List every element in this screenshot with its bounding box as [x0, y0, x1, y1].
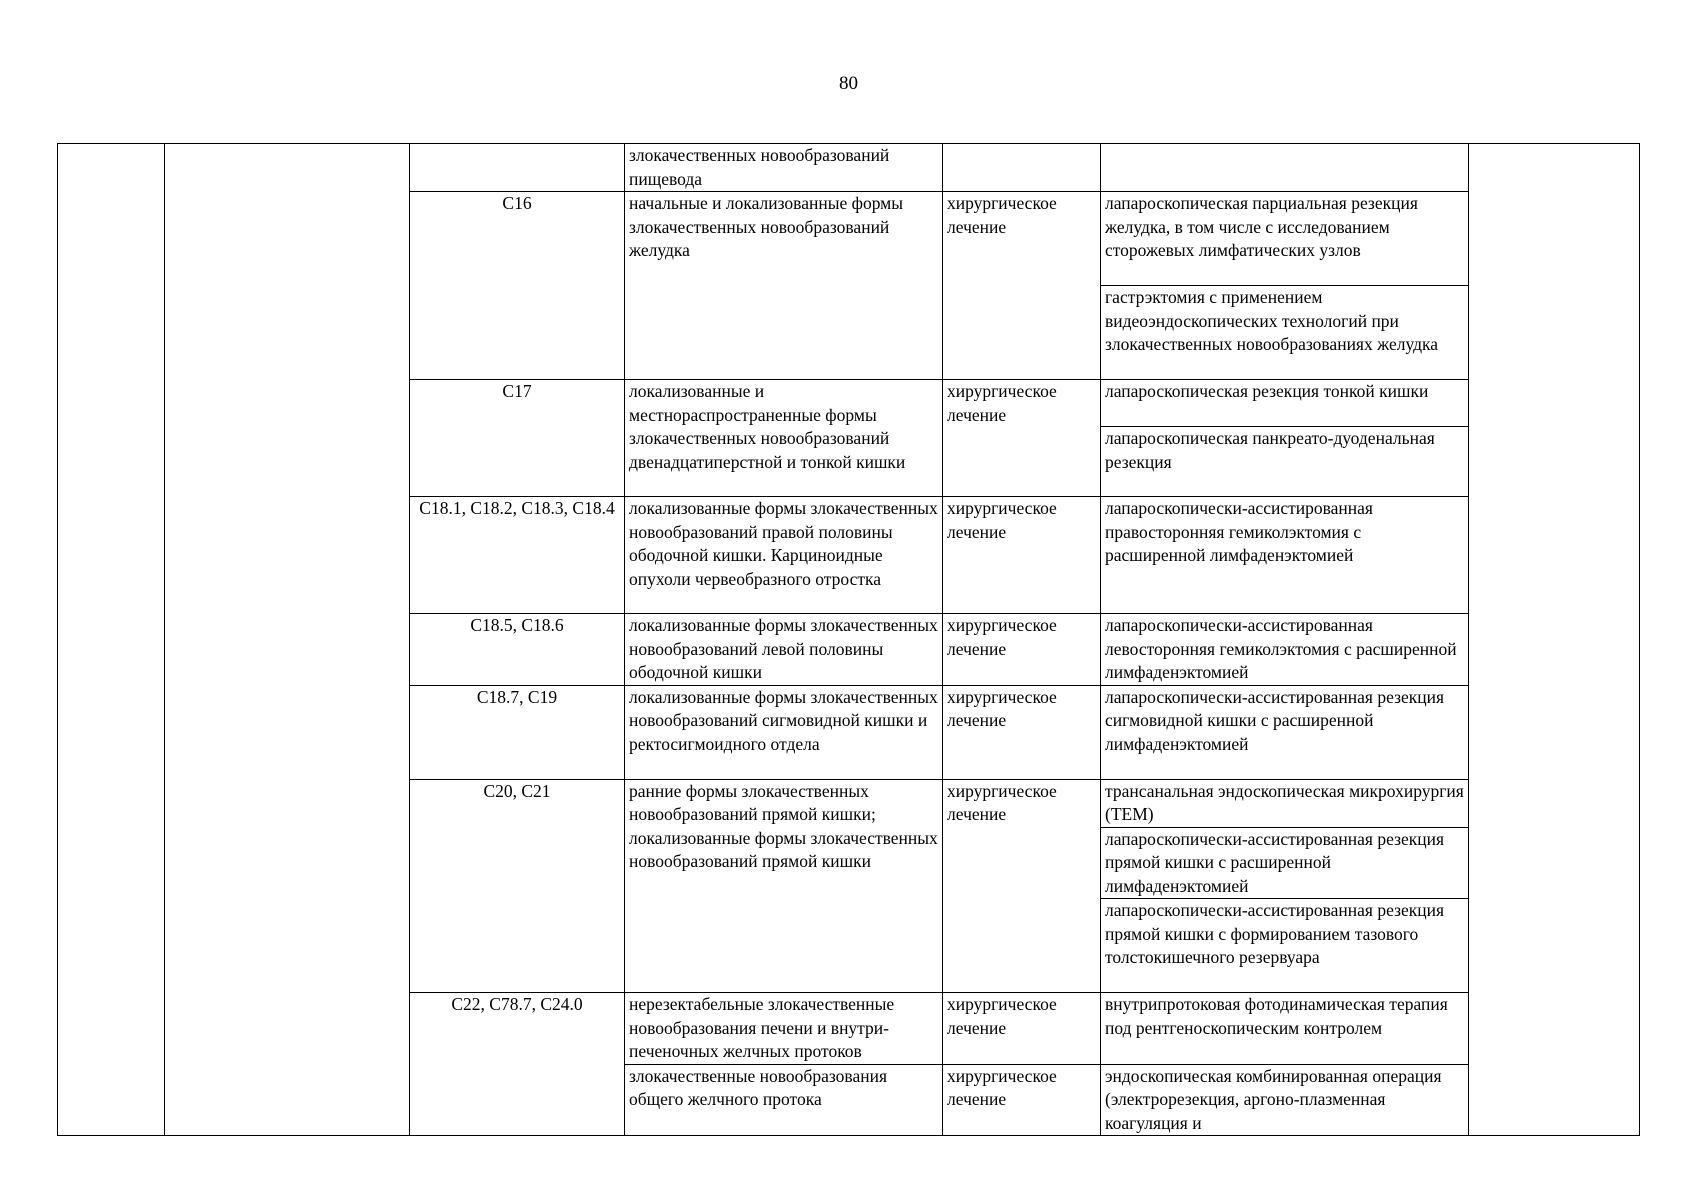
treatment-cell: хирургическое лечение — [943, 614, 1101, 686]
treatment-cell — [943, 144, 1101, 192]
diagnosis-cell: ранние формы злокачественных новообразований прямой кишки; локализованные формы злокачественных новообразований прямой кишки — [625, 779, 943, 993]
treatment-cell: хирургическое лечение — [943, 685, 1101, 779]
page-number: 80 — [839, 73, 858, 94]
diagnosis-cell: нерезектабельные злокачественные новообразования печени и внутри-печеночных желчных протоков — [625, 993, 943, 1065]
diagnosis-cell: локализованные формы злокачественных новообразований правой половины ободочной кишки. Карциноидные опухоли червеобразного отростка — [625, 497, 943, 614]
treatment-cell: хирургическое лечение — [943, 380, 1101, 497]
code-cell — [410, 144, 625, 192]
col-norm-cell — [1469, 144, 1640, 1136]
method-cell: лапароскопически-ассистированная левосторонняя гемиколэктомия с расширенной лимфаденэктомией — [1101, 614, 1469, 686]
medical-care-table — [57, 143, 1640, 1136]
diagnosis-cell: начальные и локализованные формы злокачественных новообразований желудка — [625, 192, 943, 380]
treatment-cell: хирургическое лечение — [943, 1064, 1101, 1136]
treatment-cell: хирургическое лечение — [943, 993, 1101, 1065]
table-row — [58, 144, 1640, 192]
method-cell: внутрипротоковая фотодинамическая терапия под рентгеноскопическим контролем — [1101, 993, 1469, 1065]
code-cell: C18.1, C18.2, C18.3, C18.4 — [410, 497, 625, 614]
method-cell: гастрэктомия с применением видеоэндоскопических технологий при злокачественных новообразованиях желудка — [1101, 286, 1469, 380]
col-group-cell — [165, 144, 410, 1136]
diagnosis-cell: локализованные формы злокачественных новообразований сигмовидной кишки и ректосигмоидного отдела — [625, 685, 943, 779]
method-cell: трансанальная эндоскопическая микрохирургия (ТЕМ) — [1101, 779, 1469, 827]
code-cell: C18.7, C19 — [410, 685, 625, 779]
method-cell: лапароскопически-ассистированная правосторонняя гемиколэктомия с расширенной лимфаденэктомией — [1101, 497, 1469, 614]
treatment-cell: хирургическое лечение — [943, 779, 1101, 993]
diagnosis-cell: локализованные и местнораспространенные формы злокачественных новообразований двенадцатиперстной и тонкой кишки — [625, 380, 943, 497]
method-cell: лапароскопическая резекция тонкой кишки — [1101, 380, 1469, 427]
treatment-cell: хирургическое лечение — [943, 497, 1101, 614]
code-cell: C16 — [410, 192, 625, 380]
method-cell — [1101, 144, 1469, 192]
diagnosis-cell: злокачественные новообразования общего желчного протока — [625, 1064, 943, 1136]
method-cell: лапароскопическая панкреато-дуоденальная резекция — [1101, 427, 1469, 497]
code-cell: C20, C21 — [410, 779, 625, 993]
col-index-cell — [58, 144, 165, 1136]
method-cell: лапароскопически-ассистированная резекция сигмовидной кишки с расширенной лимфаденэктомией — [1101, 685, 1469, 779]
diagnosis-cell: локализованные формы злокачественных новообразований левой половины ободочной кишки — [625, 614, 943, 686]
code-cell: C18.5, C18.6 — [410, 614, 625, 686]
diagnosis-cell: злокачественных новообразований пищевода — [625, 144, 943, 192]
code-cell: C17 — [410, 380, 625, 497]
treatment-cell: хирургическое лечение — [943, 192, 1101, 380]
method-cell: лапароскопически-ассистированная резекция прямой кишки с формированием тазового толстокишечного резервуара — [1101, 899, 1469, 993]
method-cell: лапароскопически-ассистированная резекция прямой кишки с расширенной лимфаденэктомией — [1101, 827, 1469, 899]
method-cell: лапароскопическая парциальная резекция желудка, в том числе с исследованием сторожевых лимфатических узлов — [1101, 192, 1469, 286]
method-cell: эндоскопическая комбинированная операция (электрорезекция, аргоно-плазменная коагуляция и — [1101, 1064, 1469, 1136]
code-cell: C22, C78.7, C24.0 — [410, 993, 625, 1136]
